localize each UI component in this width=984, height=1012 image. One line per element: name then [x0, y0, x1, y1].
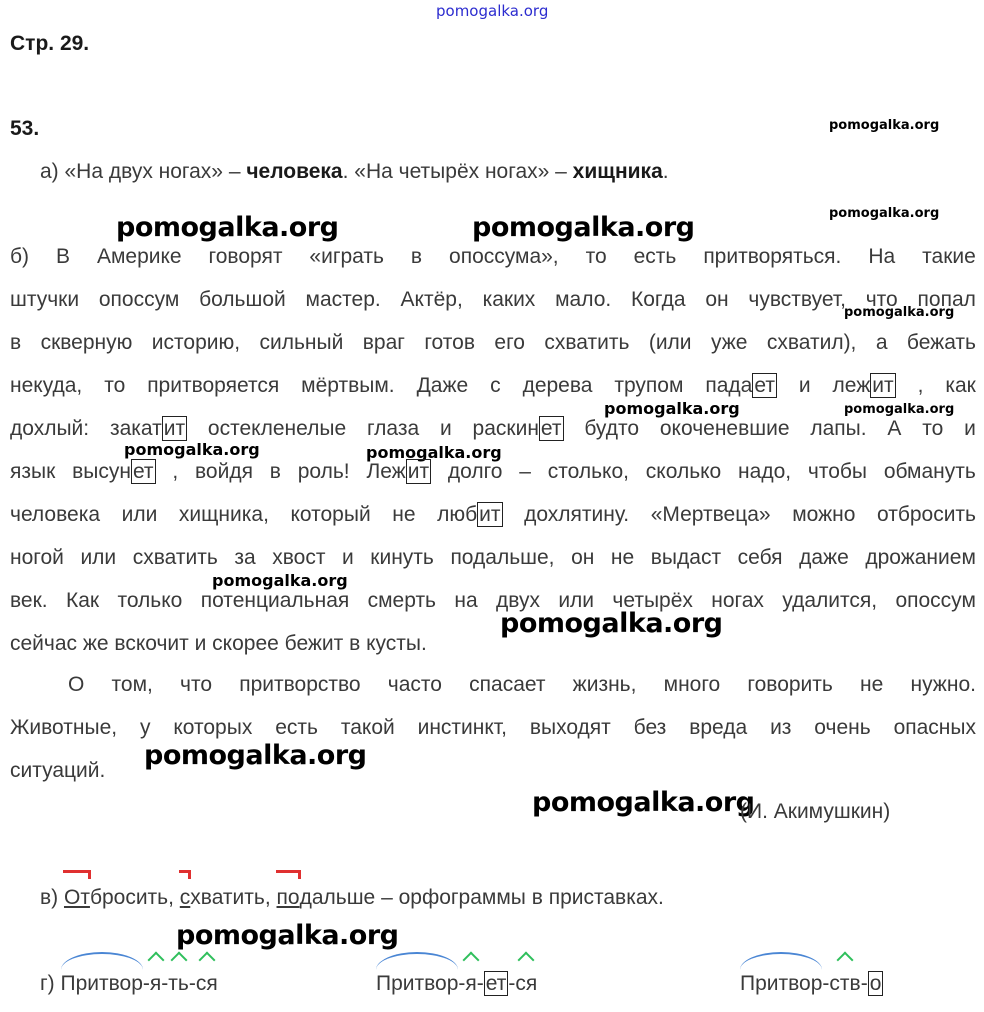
- part-a-prefix: а) «На двух ногах» –: [40, 160, 247, 183]
- word: его: [494, 331, 525, 354]
- watermark: pomogalka.org: [124, 440, 260, 459]
- hyphen: -: [860, 972, 868, 995]
- paragraph-b-last-line: сейчас же вскочит и скорее бежит в кусты.: [10, 632, 427, 655]
- part-g-word3: [740, 962, 883, 1005]
- word: дерева: [522, 374, 593, 397]
- word: в: [410, 245, 423, 268]
- word: и: [798, 374, 811, 397]
- root-mark: Притвор: [376, 962, 458, 1005]
- watermark: pomogalka.org: [604, 399, 740, 418]
- word: у: [139, 716, 151, 739]
- part-a-bold-predator: хищника: [572, 160, 663, 183]
- suffix-mark: я: [150, 962, 161, 1005]
- page-heading: Стр. 29.: [10, 32, 90, 55]
- word: дохлый:: [10, 417, 90, 440]
- word: много: [663, 673, 721, 696]
- word: «Мертвеца»: [650, 503, 771, 526]
- paragraph-b: [10, 235, 976, 622]
- word: и: [342, 546, 354, 569]
- hyphen: -: [822, 972, 830, 995]
- word: Даже: [416, 374, 469, 397]
- text-line: [10, 235, 976, 278]
- text-line: [10, 663, 976, 706]
- watermark: pomogalka.org: [144, 740, 367, 771]
- word: можно: [792, 503, 856, 526]
- word: О: [68, 673, 85, 696]
- watermark: pomogalka.org: [366, 443, 502, 462]
- word: инстинкт,: [417, 716, 507, 739]
- word: двух: [496, 589, 540, 612]
- ending-mark: ит: [163, 417, 186, 440]
- word: мало.: [555, 288, 612, 311]
- word: лапы.: [810, 417, 867, 440]
- word-rest: дальше – орфограммы в приставках.: [299, 886, 664, 909]
- word: ногах: [711, 589, 764, 612]
- word: долго: [447, 460, 503, 483]
- hyphen: -: [188, 972, 196, 995]
- word: обмануть: [883, 460, 976, 483]
- word: падает: [705, 374, 775, 397]
- word: чувствует,: [748, 288, 846, 311]
- watermark: pomogalka.org: [176, 920, 399, 951]
- word: А: [887, 417, 902, 440]
- word: хвост: [272, 546, 326, 569]
- word: только: [117, 589, 183, 612]
- word: опоссума»,: [449, 245, 559, 268]
- text-line: [10, 493, 976, 536]
- word: нужно.: [910, 673, 976, 696]
- part-a-bold-human: человека: [246, 160, 343, 183]
- part-a-middle: . «На четырёх ногах» –: [342, 160, 573, 183]
- part-g-word1: [40, 962, 218, 1005]
- suffix-mark: ств: [829, 962, 860, 1005]
- word: Животные,: [10, 716, 118, 739]
- word-rest: хватить,: [190, 886, 277, 909]
- word: раскинет: [472, 417, 562, 440]
- root-mark: Притвор: [740, 962, 822, 1005]
- text-line: [10, 450, 976, 493]
- word: век.: [10, 589, 48, 612]
- word: остекленелые: [207, 417, 347, 440]
- word: –: [519, 460, 531, 483]
- word: «играть: [309, 245, 384, 268]
- word: схватить: [132, 546, 218, 569]
- word: Лежит: [366, 460, 430, 483]
- word: с: [490, 374, 501, 397]
- ending-mark: о: [869, 972, 882, 995]
- word: язык: [10, 460, 56, 483]
- watermark: pomogalka.org: [532, 787, 755, 818]
- word: и: [439, 417, 452, 440]
- word: Как: [65, 589, 100, 612]
- word: схватить: [544, 331, 630, 354]
- text-line: [10, 364, 976, 407]
- word: хищника,: [178, 503, 269, 526]
- word: надо,: [738, 460, 792, 483]
- word: такой: [340, 716, 395, 739]
- author: (И. Акимушкин): [740, 800, 891, 823]
- ending-mark: ет: [540, 417, 562, 440]
- ending-mark: ет: [485, 972, 507, 995]
- word: или: [121, 503, 158, 526]
- root-mark: Притвор: [61, 962, 143, 1005]
- word: или: [558, 589, 595, 612]
- word: том,: [111, 673, 153, 696]
- word: ,: [917, 374, 924, 397]
- part-a: [40, 150, 669, 193]
- word: роль!: [297, 460, 350, 483]
- word: войдя: [194, 460, 253, 483]
- word: он: [571, 546, 595, 569]
- word: четырёх: [612, 589, 693, 612]
- ending-mark: ит: [479, 503, 501, 526]
- hyphen: -: [508, 972, 516, 995]
- watermark: pomogalka.org: [116, 212, 339, 243]
- word: дохлятину.: [524, 503, 630, 526]
- word: без: [633, 716, 667, 739]
- watermark: pomogalka.org: [829, 118, 940, 133]
- text-line: [10, 706, 976, 749]
- hyphen: -: [142, 972, 150, 995]
- text-line: [10, 579, 976, 622]
- word: говорить: [747, 673, 833, 696]
- prefix-mark: по: [277, 876, 300, 919]
- suffix-mark: ся: [196, 962, 218, 1005]
- word: б): [10, 245, 30, 268]
- watermark: pomogalka.org: [844, 402, 955, 417]
- word: кинуть: [370, 546, 434, 569]
- suffix-mark: я: [465, 962, 476, 1005]
- word: штучки: [10, 288, 80, 311]
- part-v-label: в): [40, 886, 64, 909]
- word-rest: бросить,: [89, 886, 180, 909]
- word: уже: [710, 331, 748, 354]
- word: опоссум: [98, 288, 180, 311]
- word: он: [705, 288, 729, 311]
- word: (или: [648, 331, 692, 354]
- word: каких: [482, 288, 536, 311]
- text-line: [10, 536, 976, 579]
- word: трупом: [614, 374, 684, 397]
- part-g-label: г): [40, 972, 61, 995]
- ending-mark: ет: [132, 460, 154, 483]
- word: вреда: [689, 716, 748, 739]
- part-v: [40, 876, 664, 919]
- word: из: [770, 716, 792, 739]
- word: а: [875, 331, 888, 354]
- word: будто: [584, 417, 640, 440]
- word: не: [610, 546, 635, 569]
- watermark: pomogalka.org: [500, 608, 723, 639]
- text-line: [10, 278, 976, 321]
- ending-mark: ит: [872, 374, 894, 397]
- text-line: [10, 321, 976, 364]
- word: то: [585, 245, 607, 268]
- watermark: pomogalka.org: [844, 305, 955, 320]
- word: человека: [10, 503, 101, 526]
- word: попал: [917, 288, 976, 311]
- word: то: [104, 374, 126, 397]
- word: себя: [737, 546, 783, 569]
- word: который: [290, 503, 371, 526]
- suffix-mark: ть: [168, 962, 189, 1005]
- word: притворяться.: [703, 245, 842, 268]
- word: высунет: [72, 460, 154, 483]
- word: скверную: [40, 331, 133, 354]
- watermark-top: pomogalka.org: [436, 2, 549, 20]
- word: говорят: [208, 245, 283, 268]
- word: даже: [799, 546, 849, 569]
- word: такие: [922, 245, 976, 268]
- word: опоссум: [895, 589, 976, 612]
- word: которых: [173, 716, 253, 739]
- word: подальше,: [450, 546, 555, 569]
- word: готов: [424, 331, 475, 354]
- word: есть: [275, 716, 318, 739]
- watermark: pomogalka.org: [212, 571, 348, 590]
- word: жизнь,: [572, 673, 637, 696]
- word: смерть: [367, 589, 437, 612]
- prefix-mark: с: [180, 876, 191, 919]
- word: на: [454, 589, 478, 612]
- part-g-word2: [376, 962, 537, 1005]
- word: сильный: [259, 331, 344, 354]
- word: спасает: [469, 673, 546, 696]
- word: столько,: [547, 460, 629, 483]
- word: отбросить: [876, 503, 976, 526]
- word: удалится,: [782, 589, 878, 612]
- ending-mark: ет: [754, 374, 775, 397]
- word: опасных: [893, 716, 976, 739]
- word: как: [945, 374, 976, 397]
- part-a-suffix: .: [662, 160, 669, 183]
- word: то: [922, 417, 944, 440]
- word: Америке: [96, 245, 182, 268]
- word: Когда: [631, 288, 686, 311]
- word: ногой: [10, 546, 64, 569]
- paragraph-b-second-last-line: ситуаций.: [10, 759, 106, 782]
- word: чтобы: [807, 460, 868, 483]
- hyphen: -: [458, 972, 466, 995]
- word: схватил),: [766, 331, 857, 354]
- word: враг: [362, 331, 405, 354]
- word: дрожанием: [865, 546, 976, 569]
- word: потенциальная: [200, 589, 350, 612]
- word: в: [269, 460, 281, 483]
- hyphen: -: [161, 972, 169, 995]
- word: мастер.: [305, 288, 381, 311]
- watermark: pomogalka.org: [472, 212, 695, 243]
- suffix-mark: ся: [515, 962, 537, 1005]
- word: сколько: [645, 460, 722, 483]
- hyphen: -: [476, 972, 484, 995]
- word: не: [392, 503, 416, 526]
- exercise-number: 53.: [10, 117, 40, 140]
- word: ,: [172, 460, 179, 483]
- word: или: [80, 546, 117, 569]
- word: за: [234, 546, 256, 569]
- word: и: [964, 417, 976, 440]
- word: закатит: [109, 417, 186, 440]
- word: не: [860, 673, 884, 696]
- word: любит: [437, 503, 501, 526]
- word: глаза: [366, 417, 420, 440]
- word: большой: [199, 288, 286, 311]
- word: есть: [633, 245, 677, 268]
- text-line: [10, 407, 976, 450]
- word: выходят: [529, 716, 611, 739]
- word: притворство: [239, 673, 361, 696]
- ending-mark: ит: [407, 460, 430, 483]
- word: выдаст: [650, 546, 722, 569]
- word: некуда,: [10, 374, 83, 397]
- word: историю,: [151, 331, 241, 354]
- word: На: [868, 245, 896, 268]
- paragraph-b-second: [10, 663, 976, 749]
- word: окоченевшие: [659, 417, 790, 440]
- word: В: [55, 245, 70, 268]
- watermark: pomogalka.org: [829, 206, 940, 221]
- word: что: [180, 673, 213, 696]
- word: в: [10, 331, 22, 354]
- word: лежит: [832, 374, 894, 397]
- word: часто: [387, 673, 442, 696]
- prefix-mark: От: [64, 876, 90, 919]
- word: бежать: [906, 331, 976, 354]
- word: очень: [814, 716, 871, 739]
- word: что: [865, 288, 898, 311]
- word: притворяется: [147, 374, 280, 397]
- word: Актёр,: [400, 288, 463, 311]
- word: мёртвым.: [301, 374, 395, 397]
